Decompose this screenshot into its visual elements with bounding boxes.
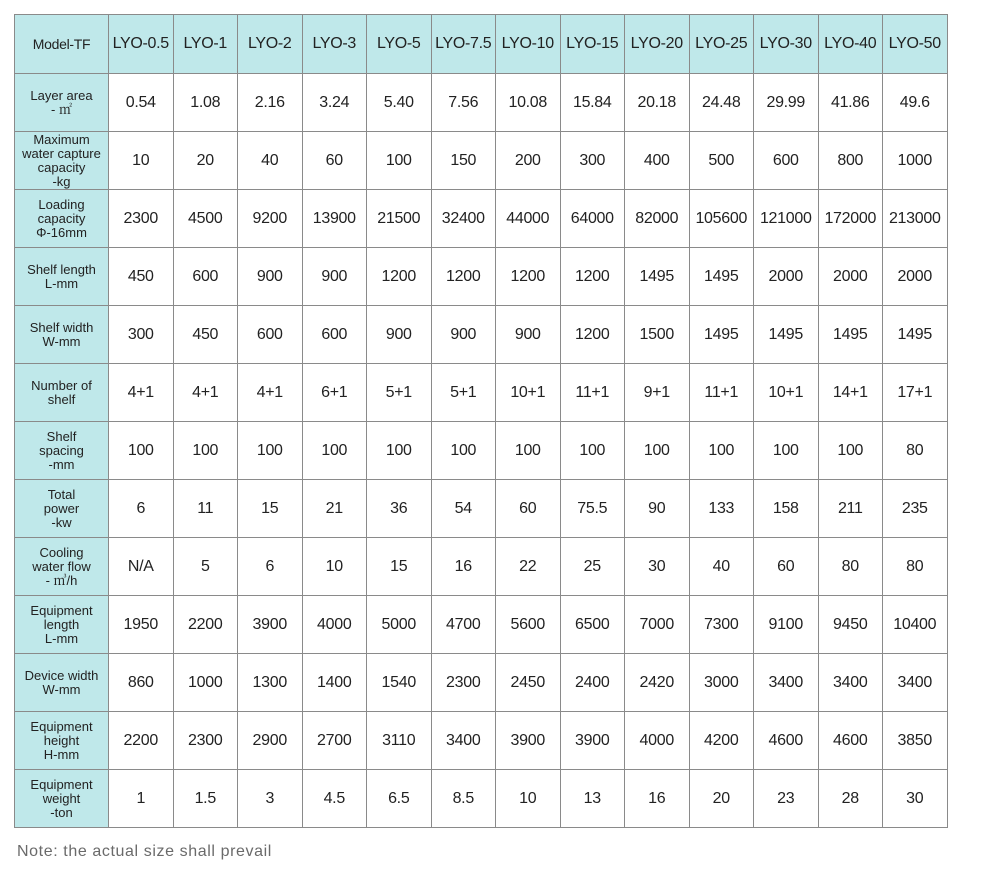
table-cell: 8.5 <box>431 770 496 828</box>
table-row <box>15 712 948 770</box>
table-cell: 100 <box>302 422 367 480</box>
table-cell: 3900 <box>238 596 303 654</box>
table-cell: 100 <box>367 132 432 190</box>
table-cell: 44000 <box>496 190 561 248</box>
table-cell: 16 <box>431 538 496 596</box>
table-cell: 9100 <box>754 596 819 654</box>
table-cell: 14+1 <box>818 364 883 422</box>
table-row <box>15 190 948 248</box>
table-cell: 1950 <box>109 596 174 654</box>
row-label-line: length <box>43 616 80 632</box>
table-cell: 105600 <box>689 190 754 248</box>
table-cell: 235 <box>883 480 948 538</box>
table-cell: 60 <box>754 538 819 596</box>
row-label-line: Layer area <box>30 87 93 103</box>
row-label-line: Equipment <box>30 602 93 618</box>
table-cell: 2300 <box>173 712 238 770</box>
table-cell: 213000 <box>883 190 948 248</box>
table-cell: 22 <box>496 538 561 596</box>
table-cell: 75.5 <box>560 480 625 538</box>
table-cell: 100 <box>818 422 883 480</box>
row-label-line: H-mm <box>43 746 80 762</box>
table-cell: 21500 <box>367 190 432 248</box>
table-row <box>15 480 948 538</box>
table-cell: 1000 <box>173 654 238 712</box>
table-cell: 100 <box>689 422 754 480</box>
row-label-line: -kw <box>51 514 72 530</box>
table-cell: 3400 <box>754 654 819 712</box>
table-cell: 5+1 <box>431 364 496 422</box>
table-cell: 20.18 <box>625 74 690 132</box>
table-cell: 450 <box>109 248 174 306</box>
table-cell: 211 <box>818 480 883 538</box>
table-cell: 10 <box>109 132 174 190</box>
table-row <box>15 596 948 654</box>
row-label <box>15 74 109 132</box>
table-cell: 4+1 <box>109 364 174 422</box>
table-cell: 5+1 <box>367 364 432 422</box>
table-cell: 36 <box>367 480 432 538</box>
row-label-line: weight <box>42 790 81 806</box>
table-cell: 20 <box>173 132 238 190</box>
row-label-line: Cooling <box>39 544 84 560</box>
table-cell: 60 <box>496 480 561 538</box>
table-cell: 11+1 <box>560 364 625 422</box>
table-cell: 1200 <box>431 248 496 306</box>
table-cell: 30 <box>625 538 690 596</box>
table-cell: 7000 <box>625 596 690 654</box>
table-cell: 1495 <box>689 248 754 306</box>
row-label <box>15 480 109 538</box>
table-cell: 30 <box>883 770 948 828</box>
table-row <box>15 654 948 712</box>
table-row <box>15 74 948 132</box>
row-label <box>15 770 109 828</box>
model-header: LYO-2 <box>238 15 303 74</box>
row-label-line: L-mm <box>44 275 79 291</box>
row-label-line: -kg <box>52 173 71 189</box>
table-cell: 133 <box>689 480 754 538</box>
table-cell: 82000 <box>625 190 690 248</box>
table-cell: 600 <box>302 306 367 364</box>
table-cell: 32400 <box>431 190 496 248</box>
table-cell: 4.5 <box>302 770 367 828</box>
table-cell: 200 <box>496 132 561 190</box>
table-cell: 2200 <box>109 712 174 770</box>
row-label-line: Shelf length <box>27 261 96 277</box>
row-label-line: Shelf width <box>29 319 94 335</box>
table-cell: 23 <box>754 770 819 828</box>
row-label-line: water flow <box>32 558 91 574</box>
row-label-line: - ㎥/h <box>45 572 78 588</box>
table-cell: 6 <box>109 480 174 538</box>
table-cell: 0.54 <box>109 74 174 132</box>
row-label-line: Device width <box>24 667 99 683</box>
table-cell: 100 <box>238 422 303 480</box>
table-cell: 15 <box>367 538 432 596</box>
row-label-line: W-mm <box>42 681 81 697</box>
model-header: LYO-30 <box>754 15 819 74</box>
table-cell: 17+1 <box>883 364 948 422</box>
table-cell: 10 <box>302 538 367 596</box>
table-cell: 3900 <box>560 712 625 770</box>
table-header <box>15 15 948 74</box>
table-row <box>15 770 948 828</box>
table-cell: 9+1 <box>625 364 690 422</box>
table-cell: 100 <box>367 422 432 480</box>
table-cell: 3000 <box>689 654 754 712</box>
table-cell: 150 <box>431 132 496 190</box>
row-label-line: Shelf <box>46 428 77 444</box>
table-cell: 80 <box>883 422 948 480</box>
row-label-line: Equipment <box>30 776 93 792</box>
table-cell: 1500 <box>625 306 690 364</box>
table-cell: 100 <box>431 422 496 480</box>
table-cell: 3.24 <box>302 74 367 132</box>
row-label <box>15 712 109 770</box>
model-header: LYO-25 <box>689 15 754 74</box>
row-label-line: W-mm <box>42 333 81 349</box>
table-cell: 11 <box>173 480 238 538</box>
row-label <box>15 248 109 306</box>
row-label-line: -ton <box>50 804 73 820</box>
table-cell: 2450 <box>496 654 561 712</box>
table-cell: 3850 <box>883 712 948 770</box>
table-cell: 1495 <box>818 306 883 364</box>
table-cell: 1495 <box>625 248 690 306</box>
row-label-line: Φ-16mm <box>36 224 87 240</box>
table-row <box>15 364 948 422</box>
table-cell: 1 <box>109 770 174 828</box>
table-cell: 4+1 <box>238 364 303 422</box>
table-cell: 16 <box>625 770 690 828</box>
model-header: LYO-5 <box>367 15 432 74</box>
table-cell: 5 <box>173 538 238 596</box>
table-cell: 300 <box>560 132 625 190</box>
table-cell: 15 <box>238 480 303 538</box>
table-cell: 400 <box>625 132 690 190</box>
table-cell: 28 <box>818 770 883 828</box>
table-cell: 3900 <box>496 712 561 770</box>
table-cell: 10+1 <box>496 364 561 422</box>
row-label <box>15 306 109 364</box>
table-cell: N/A <box>109 538 174 596</box>
table-cell: 1.5 <box>173 770 238 828</box>
table-cell: 4600 <box>818 712 883 770</box>
table-cell: 4500 <box>173 190 238 248</box>
table-cell: 1495 <box>883 306 948 364</box>
model-header: LYO-15 <box>560 15 625 74</box>
table-cell: 3 <box>238 770 303 828</box>
row-label-line: power <box>43 500 80 516</box>
table-cell: 1540 <box>367 654 432 712</box>
table-cell: 100 <box>560 422 625 480</box>
row-label-line: Equipment <box>30 718 93 734</box>
table-cell: 2700 <box>302 712 367 770</box>
table-cell: 6.5 <box>367 770 432 828</box>
table-cell: 90 <box>625 480 690 538</box>
table-cell: 450 <box>173 306 238 364</box>
table-cell: 15.84 <box>560 74 625 132</box>
row-label <box>15 364 109 422</box>
table-cell: 1495 <box>754 306 819 364</box>
table-cell: 6 <box>238 538 303 596</box>
table-cell: 4200 <box>689 712 754 770</box>
table-cell: 2300 <box>109 190 174 248</box>
row-label-line: Total <box>47 486 76 502</box>
table-cell: 9200 <box>238 190 303 248</box>
table-cell: 10 <box>496 770 561 828</box>
table-body <box>15 74 948 828</box>
table-cell: 2200 <box>173 596 238 654</box>
table-cell: 2000 <box>754 248 819 306</box>
model-header: LYO-1 <box>173 15 238 74</box>
table-cell: 500 <box>689 132 754 190</box>
table-cell: 25 <box>560 538 625 596</box>
table-cell: 24.48 <box>689 74 754 132</box>
table-cell: 10+1 <box>754 364 819 422</box>
table-cell: 900 <box>238 248 303 306</box>
model-header: LYO-50 <box>883 15 948 74</box>
table-cell: 2.16 <box>238 74 303 132</box>
table-cell: 40 <box>689 538 754 596</box>
table-cell: 29.99 <box>754 74 819 132</box>
table-cell: 3400 <box>883 654 948 712</box>
table-cell: 60 <box>302 132 367 190</box>
row-label-line: Maximum <box>33 131 90 147</box>
table-cell: 41.86 <box>818 74 883 132</box>
table-row <box>15 132 948 190</box>
table-cell: 800 <box>818 132 883 190</box>
table-cell: 600 <box>173 248 238 306</box>
row-label <box>15 422 109 480</box>
table-cell: 5600 <box>496 596 561 654</box>
table-cell: 121000 <box>754 190 819 248</box>
row-label-line: -mm <box>48 456 75 472</box>
table-cell: 1.08 <box>173 74 238 132</box>
table-row <box>15 422 948 480</box>
row-label-line: L-mm <box>44 630 79 646</box>
table-row <box>15 538 948 596</box>
table-row <box>15 306 948 364</box>
table-cell: 4+1 <box>173 364 238 422</box>
header-row <box>15 15 948 74</box>
corner-label: Model-TF <box>15 15 109 74</box>
model-header: LYO-0.5 <box>109 15 174 74</box>
table-cell: 11+1 <box>689 364 754 422</box>
row-label-line: Loading <box>38 196 85 212</box>
table-cell: 100 <box>109 422 174 480</box>
table-cell: 1200 <box>367 248 432 306</box>
footnote: Note: the actual size shall prevail <box>17 843 272 860</box>
table-cell: 172000 <box>818 190 883 248</box>
table-cell: 21 <box>302 480 367 538</box>
table-cell: 900 <box>367 306 432 364</box>
table-cell: 3400 <box>818 654 883 712</box>
table-cell: 7300 <box>689 596 754 654</box>
table-cell: 1200 <box>560 306 625 364</box>
table-cell: 6+1 <box>302 364 367 422</box>
table-cell: 13900 <box>302 190 367 248</box>
table-cell: 2300 <box>431 654 496 712</box>
table-cell: 3400 <box>431 712 496 770</box>
table-cell: 6500 <box>560 596 625 654</box>
row-label-line: capacity <box>37 210 86 226</box>
table-cell: 1000 <box>883 132 948 190</box>
table-cell: 100 <box>754 422 819 480</box>
table-cell: 1200 <box>496 248 561 306</box>
table-cell: 1400 <box>302 654 367 712</box>
table-cell: 80 <box>818 538 883 596</box>
table-cell: 100 <box>625 422 690 480</box>
table-cell: 10400 <box>883 596 948 654</box>
table-cell: 2900 <box>238 712 303 770</box>
table-cell: 100 <box>173 422 238 480</box>
model-header: LYO-20 <box>625 15 690 74</box>
table-cell: 1495 <box>689 306 754 364</box>
table-cell: 158 <box>754 480 819 538</box>
table-cell: 300 <box>109 306 174 364</box>
table-cell: 5.40 <box>367 74 432 132</box>
table-cell: 900 <box>302 248 367 306</box>
row-label <box>15 538 109 596</box>
table-cell: 1300 <box>238 654 303 712</box>
table-cell: 4600 <box>754 712 819 770</box>
table-cell: 80 <box>883 538 948 596</box>
row-label-line: Number of <box>31 377 92 393</box>
table-cell: 2000 <box>818 248 883 306</box>
table-cell: 900 <box>431 306 496 364</box>
table-cell: 3110 <box>367 712 432 770</box>
table-cell: 13 <box>560 770 625 828</box>
table-cell: 9450 <box>818 596 883 654</box>
table-cell: 5000 <box>367 596 432 654</box>
model-header: LYO-7.5 <box>431 15 496 74</box>
row-label <box>15 654 109 712</box>
table-cell: 2000 <box>883 248 948 306</box>
table-cell: 4700 <box>431 596 496 654</box>
table-row <box>15 248 948 306</box>
model-header: LYO-3 <box>302 15 367 74</box>
model-header: LYO-40 <box>818 15 883 74</box>
model-header: LYO-10 <box>496 15 561 74</box>
table-cell: 2400 <box>560 654 625 712</box>
table-cell: 600 <box>238 306 303 364</box>
table-cell: 1200 <box>560 248 625 306</box>
table-cell: 7.56 <box>431 74 496 132</box>
table-cell: 49.6 <box>883 74 948 132</box>
spec-table <box>14 14 948 828</box>
table-cell: 20 <box>689 770 754 828</box>
row-label-line: - ㎡ <box>51 101 72 117</box>
row-label-line: height <box>43 732 80 748</box>
row-label <box>15 596 109 654</box>
table-cell: 10.08 <box>496 74 561 132</box>
table-cell: 100 <box>496 422 561 480</box>
table-cell: 64000 <box>560 190 625 248</box>
row-label <box>15 190 109 248</box>
table-cell: 2420 <box>625 654 690 712</box>
row-label-line: water capture <box>22 145 101 161</box>
table-cell: 860 <box>109 654 174 712</box>
table-cell: 600 <box>754 132 819 190</box>
table-cell: 40 <box>238 132 303 190</box>
table-cell: 900 <box>496 306 561 364</box>
table-cell: 54 <box>431 480 496 538</box>
row-label-line: shelf <box>47 391 76 407</box>
row-label <box>15 132 109 190</box>
row-label-line: capacity <box>37 159 86 175</box>
table-cell: 4000 <box>625 712 690 770</box>
table-cell: 4000 <box>302 596 367 654</box>
row-label-line: spacing <box>39 442 84 458</box>
